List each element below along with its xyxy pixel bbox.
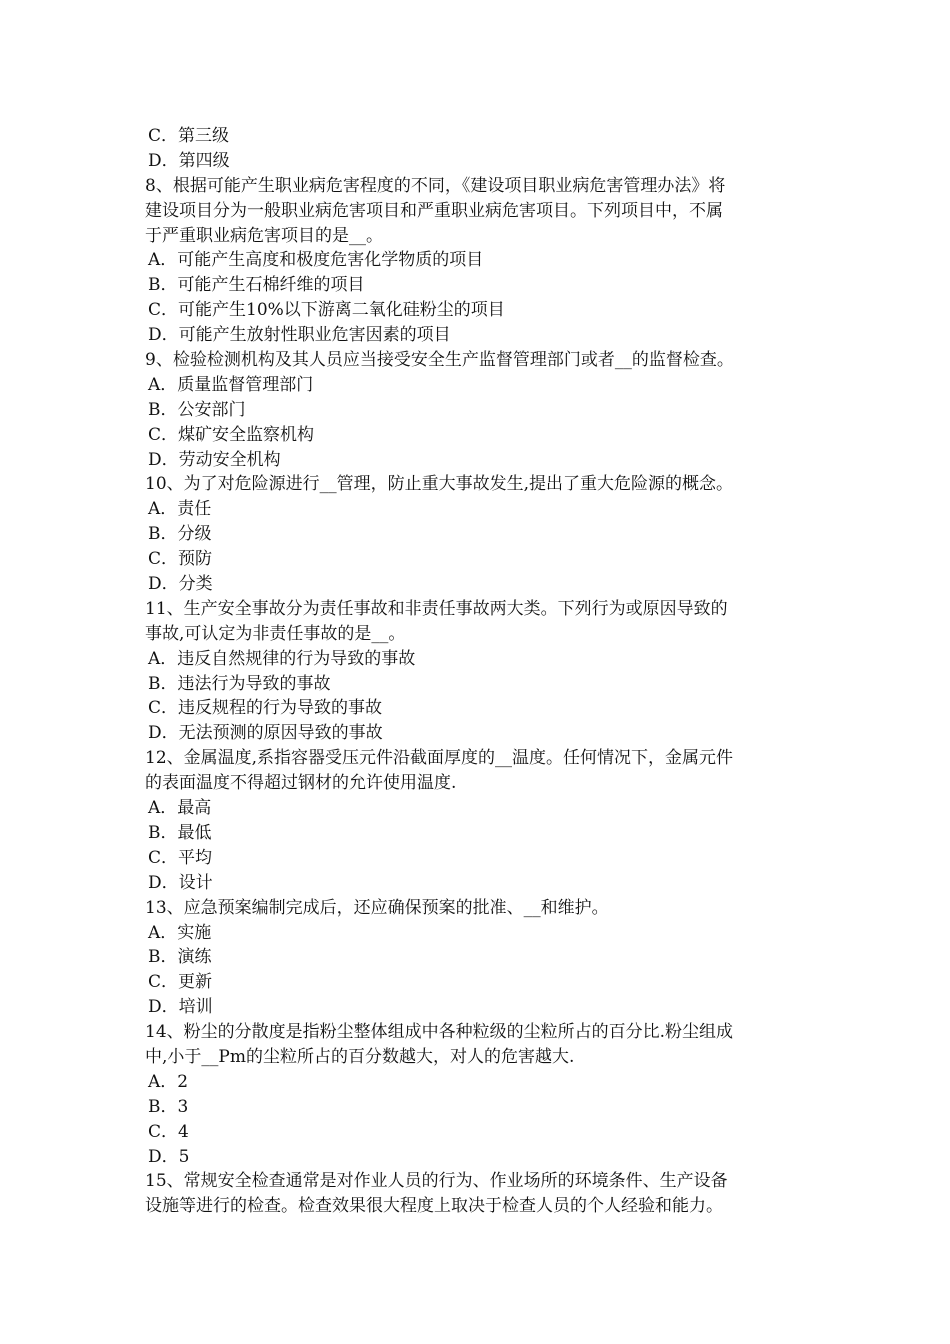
answer-option: D．分类 bbox=[148, 574, 213, 595]
answer-option: C．4 bbox=[148, 1121, 189, 1142]
answer-option: B．分级 bbox=[148, 524, 212, 545]
answer-option: D．第四级 bbox=[148, 150, 230, 171]
question-text-line: 事故,可认定为非责任事故的是__。 bbox=[145, 623, 406, 644]
answer-option: B．违法行为导致的事故 bbox=[148, 673, 331, 694]
question-text-line: 14、粉尘的分散度是指粉尘整体组成中各种粒级的尘粒所占的百分比.粉尘组成 bbox=[145, 1022, 734, 1043]
question-text-line: 10、为了对危险源进行__管理，防止重大事故发生,提出了重大危险源的概念。 bbox=[145, 474, 734, 495]
document-page bbox=[145, 124, 810, 1219]
answer-option: A．最高 bbox=[148, 798, 212, 819]
answer-option: A．2 bbox=[148, 1071, 189, 1092]
answer-option: C．第三级 bbox=[148, 126, 230, 146]
answer-option: B．3 bbox=[148, 1096, 189, 1117]
question-text-line: 于严重职业病危害项目的是__。 bbox=[145, 225, 383, 246]
answer-option: C．预防 bbox=[148, 549, 213, 570]
answer-option: C．更新 bbox=[148, 972, 213, 993]
answer-option: D．培训 bbox=[148, 997, 213, 1018]
answer-option: D．5 bbox=[148, 1146, 190, 1167]
question-text-line: 设施等进行的检查。检查效果很大程度上取决于检查人员的个人经验和能力。 bbox=[145, 1196, 723, 1217]
question-text-line: 的表面温度不得超过钢材的允许使用温度. bbox=[145, 773, 457, 794]
answer-option: C．可能产生10%以下游离二氧化硅粉尘的项目 bbox=[148, 300, 505, 321]
question-text-line: 中,小于__Pm的尘粒所占的百分数越大，对人的危害越大. bbox=[145, 1046, 575, 1067]
answer-option: A．可能产生高度和极度危害化学物质的项目 bbox=[148, 250, 484, 271]
answer-option: A．违反自然规律的行为导致的事故 bbox=[148, 648, 416, 669]
answer-option: D．无法预测的原因导致的事故 bbox=[148, 723, 383, 744]
answer-option: D．可能产生放射性职业危害因素的项目 bbox=[148, 325, 451, 346]
answer-option: A．责任 bbox=[148, 499, 212, 520]
answer-option: B．演练 bbox=[148, 947, 212, 968]
answer-option: D．设计 bbox=[148, 872, 213, 893]
answer-option: A．质量监督管理部门 bbox=[148, 374, 314, 395]
question-text-line: 9、检验检测机构及其人员应当接受安全生产监督管理部门或者__的监督检查。 bbox=[145, 350, 734, 371]
answer-option: C．煤矿安全监察机构 bbox=[148, 424, 315, 445]
answer-option: C．平均 bbox=[148, 847, 213, 868]
answer-option: B．公安部门 bbox=[148, 399, 246, 420]
question-text-line: 8、根据可能产生职业病危害程度的不同，《建设项目职业病危害管理办法》将 bbox=[145, 175, 726, 196]
question-text-line: 11、生产安全事故分为责任事故和非责任事故两大类。下列行为或原因导致的 bbox=[145, 598, 728, 619]
answer-option: B．可能产生石棉纤维的项目 bbox=[148, 275, 365, 296]
answer-option: D．劳动安全机构 bbox=[148, 449, 281, 470]
question-text-line: 12、金属温度,系指容器受压元件沿截面厚度的__温度。任何情况下，金属元件 bbox=[145, 748, 734, 769]
answer-option: A．实施 bbox=[148, 922, 212, 943]
question-text-line: 13、应急预案编制完成后，还应确保预案的批准、__和维护。 bbox=[145, 897, 609, 918]
question-text-line: 15、常规安全检查通常是对作业人员的行为、作业场所的环境条件、生产设备 bbox=[145, 1171, 728, 1192]
answer-option: B．最低 bbox=[148, 822, 212, 843]
answer-option: C．违反规程的行为导致的事故 bbox=[148, 698, 383, 719]
question-text-line: 建设项目分为一般职业病危害项目和严重职业病危害项目。下列项目中，不属 bbox=[145, 200, 723, 221]
